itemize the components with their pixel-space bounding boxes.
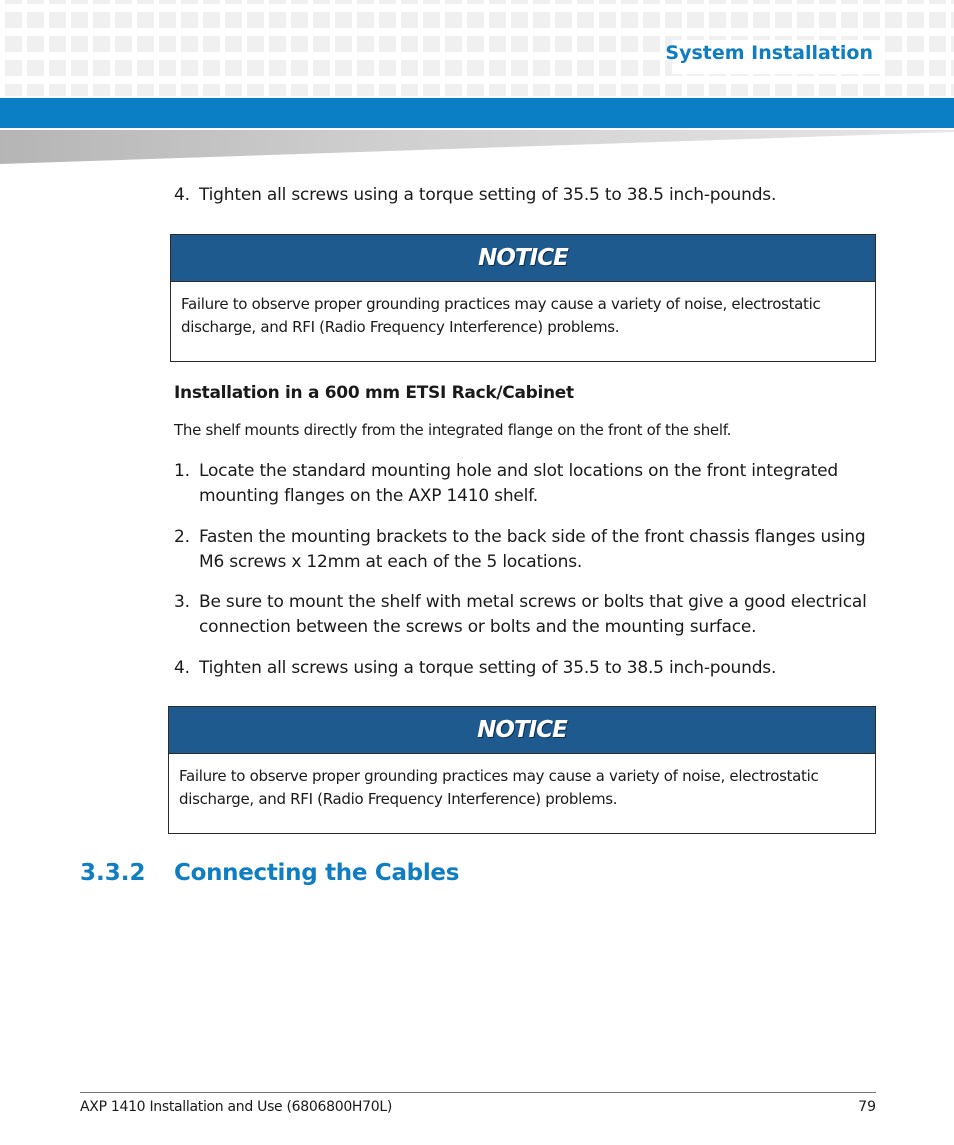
footer-rule [80,1092,876,1093]
header-gray-wedge [0,130,954,164]
notice-box [168,706,876,834]
step-number: 2. [174,527,190,547]
step-number: 4. [174,658,190,678]
header-blue-bar [0,98,954,128]
footer-document-title: AXP 1410 Installation and Use (6806800H70L) [80,1099,393,1115]
step-text: Tighten all screws using a torque setting of 35.5 to 38.5 inch-pounds. [199,185,777,205]
notice-text: Failure to observe proper grounding practices may cause a variety of noise, electrostatic discharge, and RFI (Radio Frequency Interference) problems. [181,295,821,336]
subsection-heading: Installation in a 600 mm ETSI Rack/Cabinet [174,383,574,403]
section-number: 3.3.2 [80,860,146,886]
notice-box [170,234,876,362]
notice-title: NOTICE [478,245,568,271]
intro-paragraph: The shelf mounts directly from the integrated flange on the front of the shelf. [174,421,732,439]
step-number: 3. [174,592,190,612]
notice-header [169,707,875,754]
step-text: Tighten all screws using a torque setting of 35.5 to 38.5 inch-pounds. [199,658,777,678]
step-number: 4. [174,185,190,205]
footer-page-number: 79 [858,1099,876,1115]
step-text: Locate the standard mounting hole and slot locations on the front integrated mounting flanges on the AXP 1410 shelf. [199,461,839,506]
notice-title: NOTICE [477,717,567,743]
step-text: Be sure to mount the shelf with metal screws or bolts that give a good electrical connection between the screws or bolts and the mounting surface. [199,592,867,637]
notice-header [171,235,875,282]
running-header-title: System Installation [665,42,873,64]
section-title: Connecting the Cables [174,860,460,886]
step-text: Fasten the mounting brackets to the back side of the front chassis flanges using M6 screws x 12mm at each of the 5 locations. [199,527,866,572]
notice-text: Failure to observe proper grounding practices may cause a variety of noise, electrostatic discharge, and RFI (Radio Frequency Interference) problems. [179,767,819,808]
step-number: 1. [174,461,190,481]
